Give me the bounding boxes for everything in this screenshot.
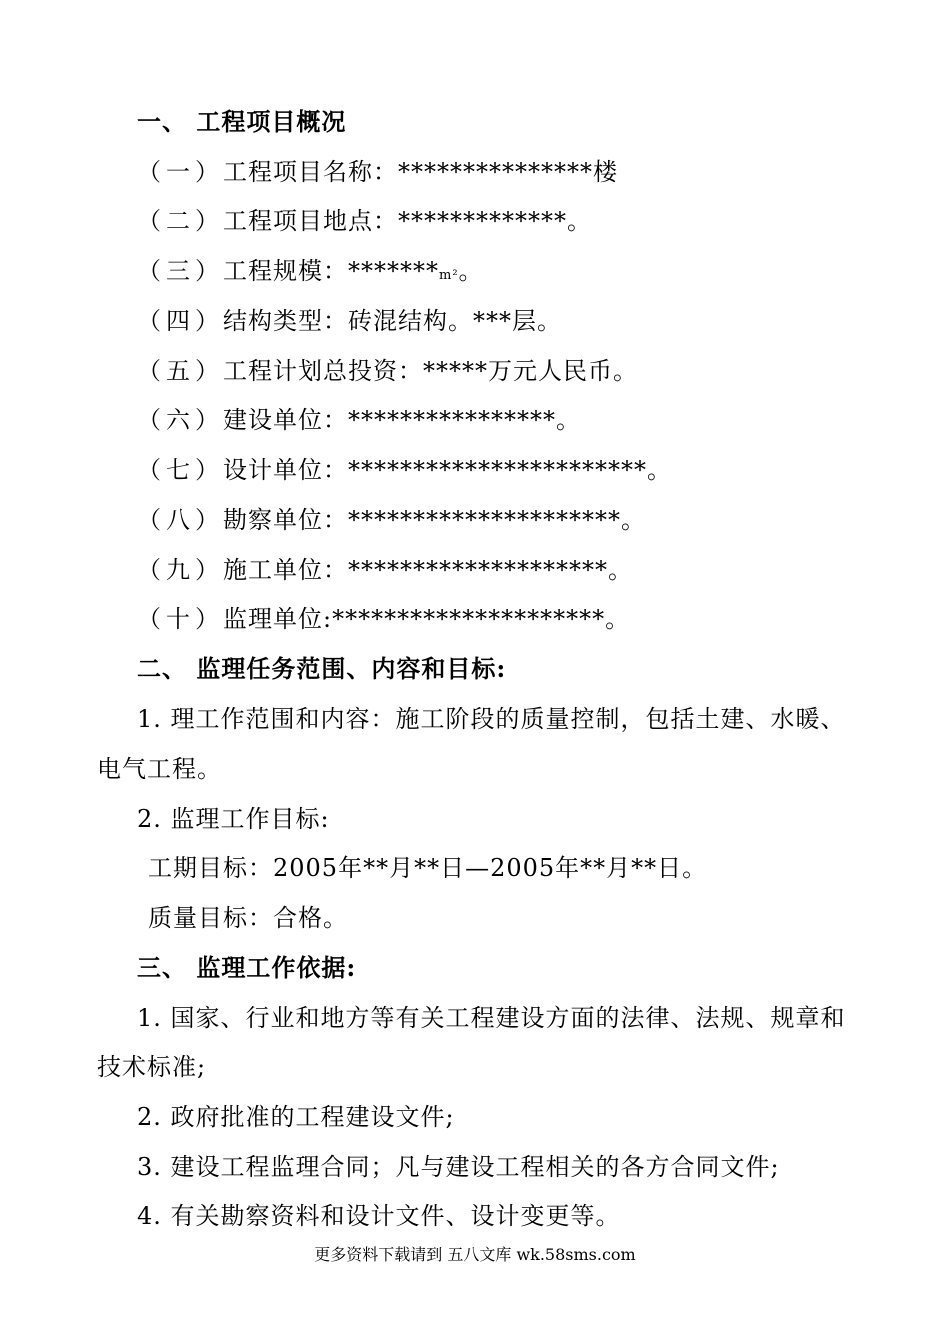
- item-text: 设计单位：***********************。: [223, 456, 672, 484]
- project-item-9: [137, 553, 633, 587]
- item-text: 工程规模：*******: [223, 257, 439, 285]
- project-item-1: [137, 155, 618, 189]
- item-number: （八）: [137, 506, 224, 534]
- project-item-3: [137, 254, 484, 293]
- project-item-7: [137, 453, 672, 487]
- basis-item-4: 4. 有关勘察资料和设计文件、设计变更等。: [137, 1202, 621, 1230]
- project-item-8: [137, 503, 646, 537]
- item-text: 建设单位：****************。: [223, 406, 581, 434]
- item-number: （三）: [137, 257, 224, 285]
- item-text: 工程计划总投资：*****万元人民币。: [223, 357, 638, 385]
- item-text-end: 。: [458, 257, 484, 285]
- project-item-5: [137, 354, 638, 388]
- item-number: （九）: [137, 556, 224, 584]
- scope-paragraph-line-1: 1. 理工作范围和内容：施工阶段的质量控制，包括土建、水暖、: [137, 705, 846, 733]
- item-number: （五）: [137, 357, 224, 385]
- goals-heading: 2. 监理工作目标:: [137, 805, 330, 833]
- project-item-6: [137, 403, 581, 437]
- item-number: （四）: [137, 307, 224, 335]
- item-text: 工程项目名称：***************楼: [223, 158, 618, 186]
- section-2-title: 二、 监理任务范围、内容和目标:: [137, 654, 507, 683]
- section-1-title: 一、 工程项目概况: [137, 107, 347, 136]
- basis-item-1-line-1: 1. 国家、行业和地方等有关工程建设方面的法律、法规、规章和: [137, 1004, 846, 1032]
- project-item-4: [137, 304, 562, 338]
- basis-item-1-line-2: 技术标准;: [97, 1053, 207, 1081]
- area-unit: m²: [439, 268, 459, 283]
- footer-link-text[interactable]: 更多资料下载请到 五八文库 wk.58sms.com: [314, 1245, 636, 1264]
- item-text: 工程项目地点：*************。: [223, 207, 592, 235]
- item-number: （十）: [137, 605, 224, 633]
- item-text: 勘察单位：*********************。: [223, 506, 646, 534]
- item-text: 监理单位:*********************。: [223, 605, 631, 633]
- item-number: （七）: [137, 456, 224, 484]
- scope-paragraph-line-2: 电气工程。: [97, 755, 222, 783]
- quality-goal: 质量目标：合格。: [148, 904, 348, 932]
- section-3-title: 三、 监理工作依据:: [137, 953, 357, 982]
- basis-item-2: 2. 政府批准的工程建设文件;: [137, 1103, 455, 1131]
- item-number: （六）: [137, 406, 224, 434]
- project-item-2: [137, 204, 592, 238]
- schedule-goal: 工期目标：2005年**月**日—2005年**月**日。: [148, 854, 708, 882]
- item-number: （一）: [137, 158, 224, 186]
- project-item-10: [137, 602, 630, 636]
- item-number: （二）: [137, 207, 224, 235]
- item-text: 结构类型：砖混结构。***层。: [223, 307, 562, 335]
- basis-item-3: 3. 建设工程监理合同；凡与建设工程相关的各方合同文件;: [137, 1153, 780, 1181]
- item-text: 施工单位：********************。: [223, 556, 633, 584]
